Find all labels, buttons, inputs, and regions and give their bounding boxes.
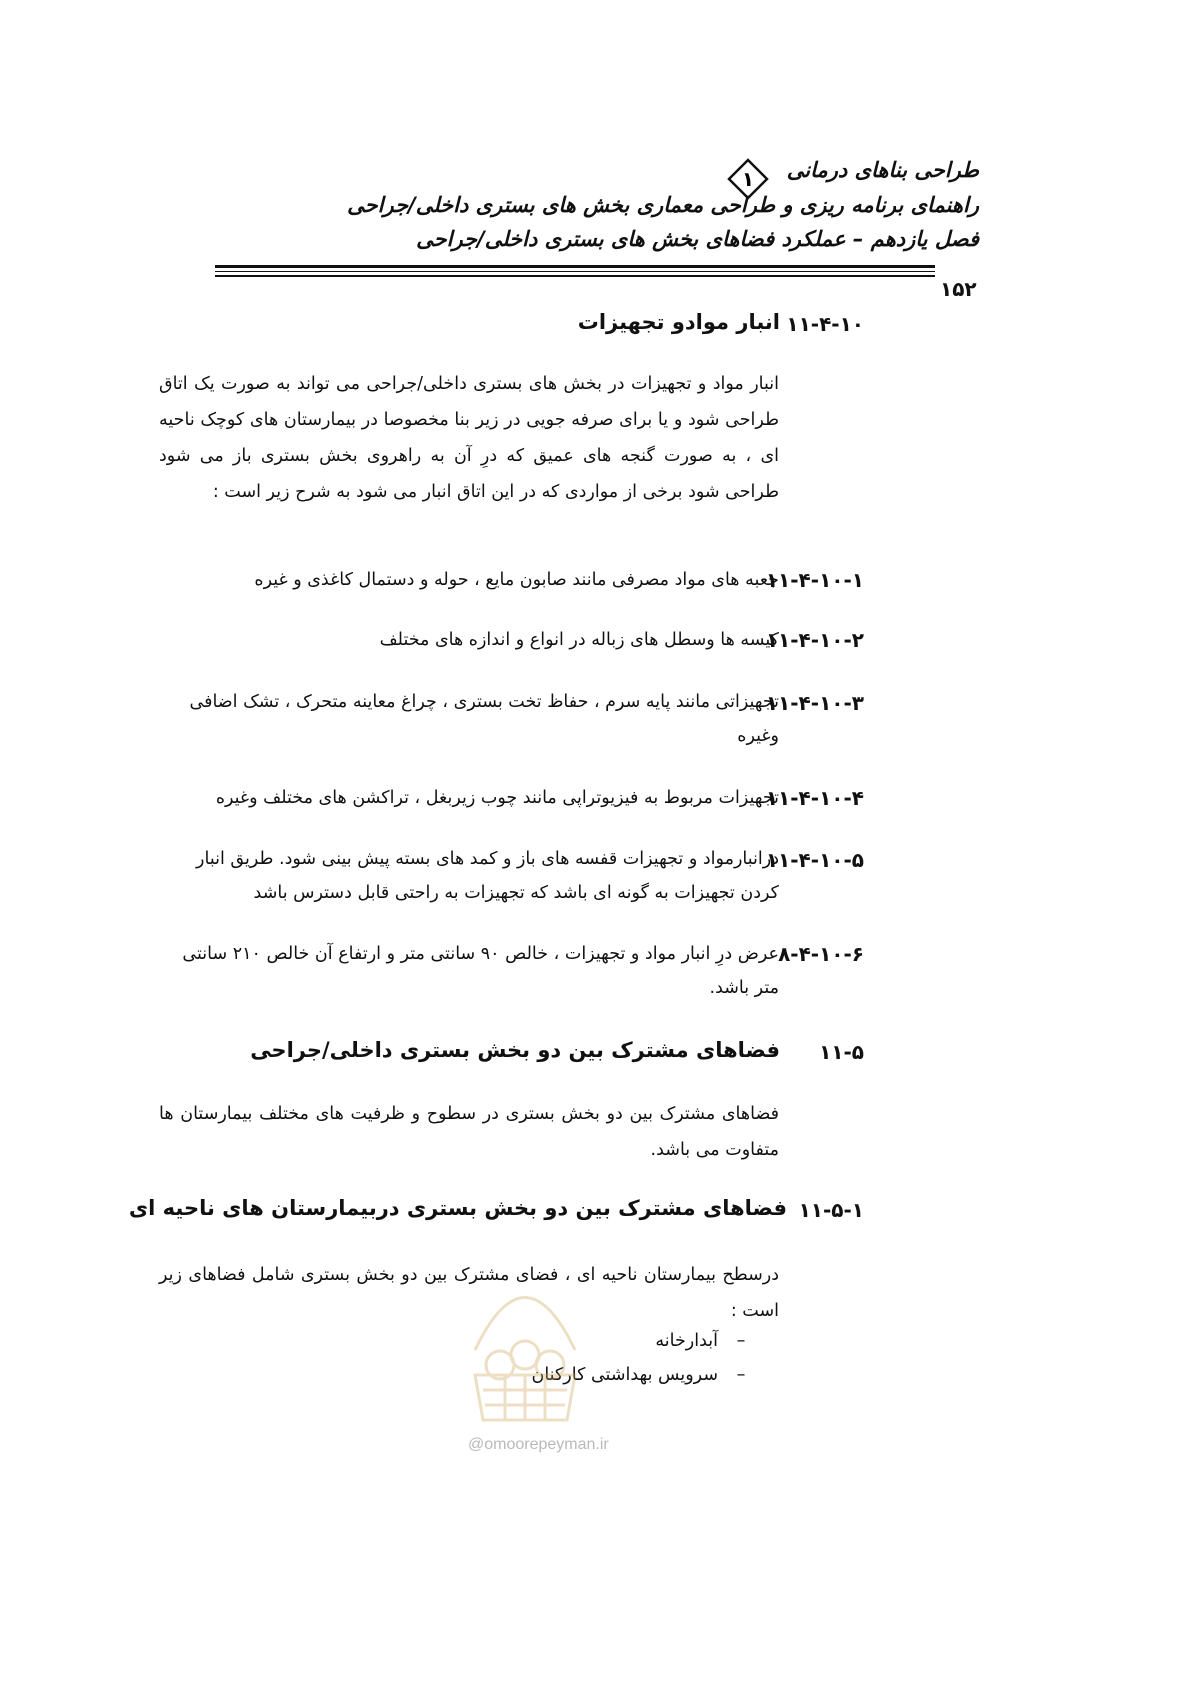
section-title: فضاهای مشترک بین دو بخش بستری دربیمارستان های ناحیه ای: [128, 1196, 787, 1220]
guide-title: راهنمای برنامه ریزی و طراحی معماری بخش های بستری داخلی/جراحی: [347, 193, 979, 217]
section-paragraph: انبار مواد و تجهیزات در بخش های بستری داخلی/جراحی می تواند به صورت یک اتاق طراحی شود و یا برای صرفه جویی در زیر بنا مخصوصا در بیمارستان های کوچک ناحیه ای ، به صورت گنجه های عمیق که درِ آن به راهروی بخش بستری باز می شود طراحی شود برخی از مواردی که در این اتاق انبار می شود به شرح زیر است :: [159, 374, 779, 502]
item-text: تجهیزاتی مانند پایه سرم ، حفاظ تخت بستری ، چراغ معاینه متحرک ، تشک اضافی وغیره: [189, 692, 779, 746]
section-number: ۱۱-۴-۱۰: [786, 312, 864, 336]
watermark-text: @omoorepeyman.ir: [468, 1436, 609, 1453]
volume-number: ۱: [741, 167, 755, 191]
section-paragraph: فضاهای مشترک بین دو بخش بستری در سطوح و ظرفیت های مختلف بیمارستان ها متفاوت می باشد.: [159, 1104, 779, 1160]
item-text: عرض درِ انبار مواد و تجهیزات ، خالص ۹۰ سانتی متر و ارتفاع آن خالص ۲۱۰ سانتی متر باشد.: [182, 944, 779, 998]
section-title: انبار موادو تجهیزات: [577, 310, 780, 334]
section-number: ۱۱-۵: [819, 1040, 864, 1064]
chapter-title: فصل یازدهم – عملکرد فضاهای بخش های بستری داخلی/جراحی: [416, 227, 979, 251]
item-number: ۱۱-۴-۱۰-۳: [765, 691, 864, 715]
item-text: تجهیزات مربوط به فیزیوتراپی مانند چوب زیربغل ، تراکشن های مختلف وغیره: [215, 788, 779, 808]
dash-marker: –: [736, 1331, 746, 1351]
item-text: کیسه ها وسطل های زباله در انواع و اندازه های مختلف: [379, 630, 779, 650]
book-title: طراحی بناهای درمانی: [786, 158, 979, 182]
item-number: ۱۱-۴-۱۰-۲: [765, 628, 864, 652]
page-number: ۱۵۲: [940, 277, 977, 301]
header-rule-bottom: [215, 275, 935, 277]
section-title: فضاهای مشترک بین دو بخش بستری داخلی/جراحی: [250, 1038, 780, 1062]
section-number: ۱۱-۵-۱: [798, 1198, 864, 1222]
header-rule-mid: [215, 271, 935, 272]
item-number: ۸-۴-۱۰-۶: [778, 942, 864, 966]
item-number: ۱۱-۴-۱۰-۴: [765, 786, 864, 810]
section-paragraph: درسطح بیمارستان ناحیه ای ، فضای مشترک بین دو بخش بستری شامل فضاهای زیر است :: [159, 1265, 779, 1321]
item-text: جعبه های مواد مصرفی مانند صابون مایع ، حوله و دستمال کاغذی و غیره: [254, 570, 779, 590]
publisher-logo-icon: [455, 1255, 595, 1430]
list-item-label: آبدارخانه: [655, 1331, 718, 1351]
item-number: ۱۱-۴-۱۰-۱: [765, 568, 864, 592]
header-rule-top: [215, 265, 935, 268]
item-number: ۱۱-۴-۱۰-۵: [765, 848, 864, 872]
dash-marker: –: [736, 1365, 746, 1385]
list-item-label: سرویس بهداشتی کارکنان: [531, 1365, 718, 1385]
item-text: درانبارمواد و تجهیزات قفسه های باز و کمد های بسته پیش بینی شود. طریق انبار کردن تجهیزات به گونه ای باشد که تجهیزات به راحتی قابل دسترس باشد: [196, 849, 779, 903]
